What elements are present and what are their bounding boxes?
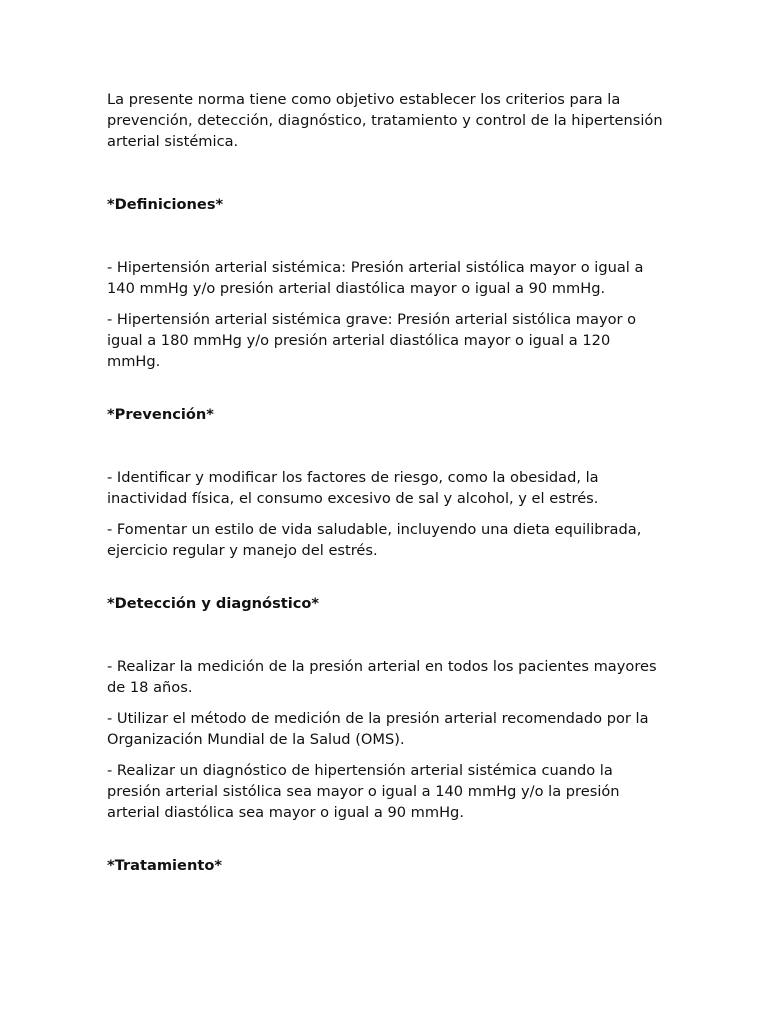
section-deteccion (107, 593, 667, 823)
section-prevencion (107, 404, 667, 561)
list-item: - Hipertensión arterial sistémica: Presión arterial sistólica mayor o igual a 140 mmHg y/o presión arterial diastólica mayor o igual a 90 mmHg. (107, 259, 644, 297)
list-item: - Realizar un diagnóstico de hipertensión arterial sistémica cuando la presión arterial sistólica sea mayor o igual a 140 mmHg y/o la presión arterial diastólica sea mayor o igual a 90 mmHg. (107, 762, 620, 821)
list-item: - Identificar y modificar los factores de riesgo, como la obesidad, la inactividad física, el consumo excesivo de sal y alcohol, y el estrés. (107, 469, 599, 507)
list-item: - Hipertensión arterial sistémica grave: Presión arterial sistólica mayor o igual a 180 mmHg y/o presión arterial diastólica mayor o igual a 120 mmHg. (107, 311, 637, 370)
section-heading: *Definiciones* (107, 196, 224, 213)
list-item: - Utilizar el método de medición de la presión arterial recomendado por la Organización Mundial de la Salud (OMS). (107, 710, 649, 748)
section-heading: *Prevención* (107, 406, 214, 423)
list-item: - Fomentar un estilo de vida saludable, incluyendo una dieta equilibrada, ejercicio regular y manejo del estrés. (107, 521, 642, 559)
section-definiciones (107, 194, 667, 372)
document-page (107, 89, 667, 918)
intro-paragraph: La presente norma tiene como objetivo establecer los criterios para la prevención, detección, diagnóstico, tratamiento y control de la hipertensión arterial sistémica. (107, 91, 663, 150)
list-item: - Realizar la medición de la presión arterial en todos los pacientes mayores de 18 años. (107, 658, 657, 696)
section-tratamiento (107, 855, 667, 876)
section-heading: *Detección y diagnóstico* (107, 595, 320, 612)
section-heading: *Tratamiento* (107, 857, 222, 874)
